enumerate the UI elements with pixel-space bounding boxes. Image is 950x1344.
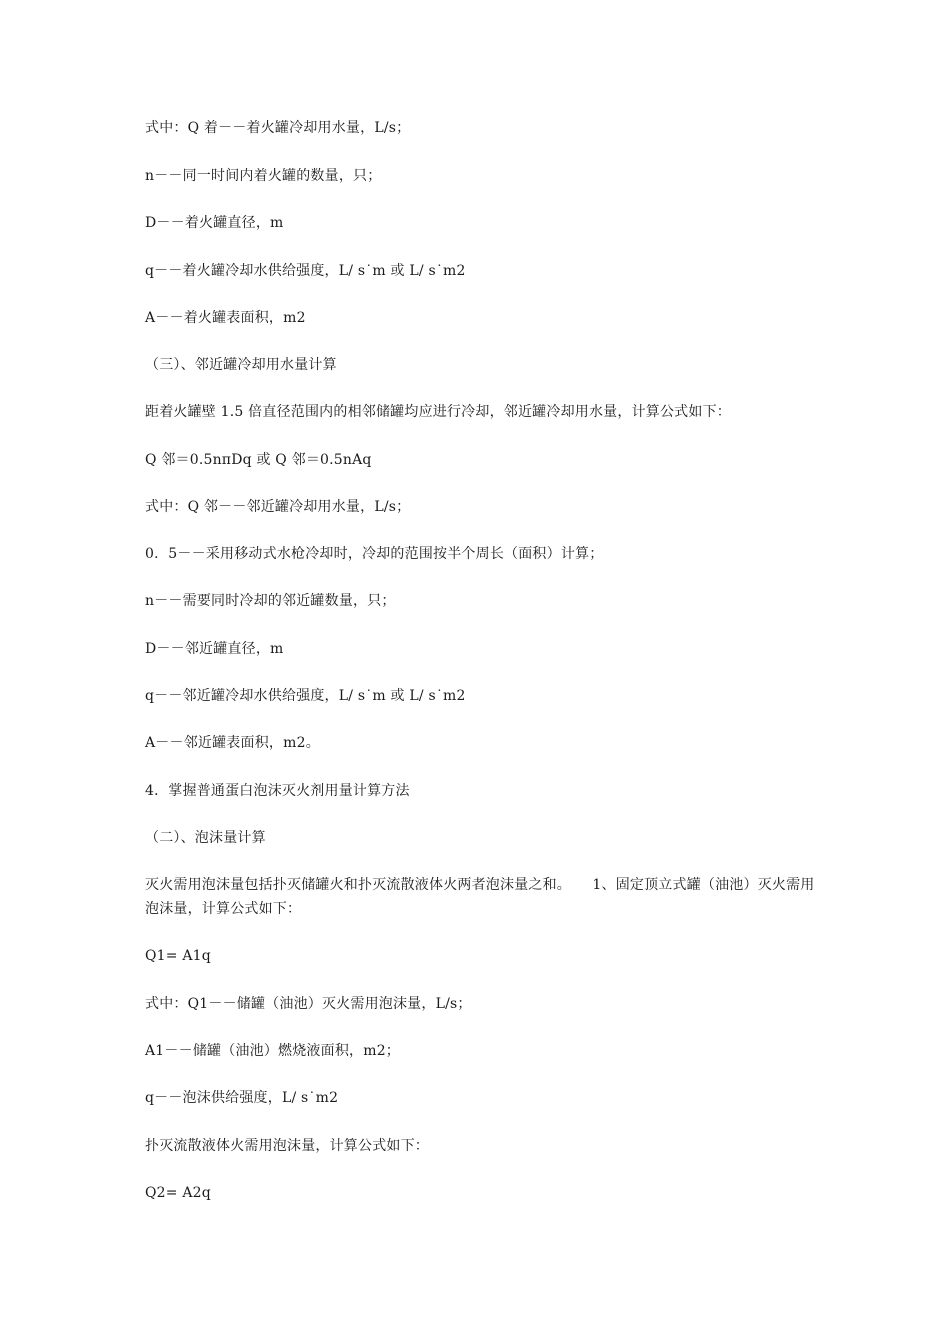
paragraph: n－－需要同时冷却的邻近罐数量，只； [145, 593, 396, 609]
paragraph: q－－邻近罐冷却水供给强度，L/ s˙m 或 L/ s˙m2 [145, 688, 466, 704]
paragraph: 0．5－－采用移动式水枪冷却时，冷却的范围按半个周长（面积）计算； [145, 546, 604, 562]
paragraph: 灭火需用泡沫量包括扑灭储罐火和扑灭流散液体火两者泡沫量之和。 1、固定顶立式罐（油池）灭火需用泡沫量，计算公式如下： [145, 877, 815, 917]
paragraph: D－－邻近罐直径，m [145, 641, 284, 657]
section-heading: （三）、邻近罐冷却用水量计算 [145, 357, 337, 373]
section-heading: 4．掌握普通蛋白泡沫灭火剂用量计算方法 [145, 783, 410, 799]
paragraph: A－－着火罐表面积，m2 [145, 310, 306, 326]
formula: Q1= A1q [145, 948, 211, 964]
formula: Q 邻＝0.5nπDq 或 Q 邻＝0.5nAq [145, 452, 372, 468]
paragraph: 式中：Q1－－储罐（油池）灭火需用泡沫量，L/s； [145, 996, 472, 1012]
paragraph: n－－同一时间内着火罐的数量，只； [145, 168, 382, 184]
paragraph: 扑灭流散液体火需用泡沫量，计算公式如下： [145, 1138, 429, 1154]
formula: Q2= A2q [145, 1185, 211, 1201]
paragraph: A－－邻近罐表面积，m2。 [145, 735, 320, 751]
paragraph: 式中：Q 邻－－邻近罐冷却用水量，L/s； [145, 499, 411, 515]
paragraph: 式中：Q 着－－着火罐冷却用水量，L/s； [145, 120, 411, 136]
paragraph: D－－着火罐直径，m [145, 215, 284, 231]
section-heading: （二）、泡沫量计算 [145, 830, 266, 846]
paragraph: A1－－储罐（油池）燃烧液面积，m2； [145, 1043, 400, 1059]
paragraph: 距着火罐壁 1.5 倍直径范围内的相邻储罐均应进行冷却，邻近罐冷却用水量，计算公式如下： [145, 404, 731, 420]
paragraph: q－－泡沫供给强度，L/ s˙m2 [145, 1090, 339, 1106]
paragraph: q－－着火罐冷却水供给强度，L/ s˙m 或 L/ s˙m2 [145, 263, 466, 279]
